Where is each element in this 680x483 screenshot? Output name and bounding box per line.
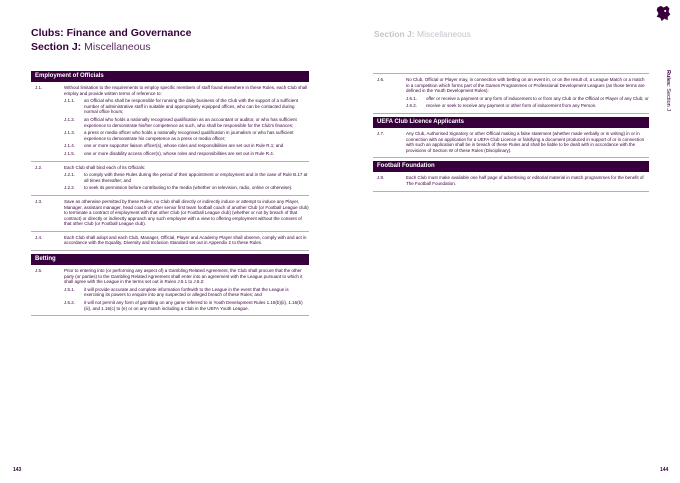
section-header-employment: Employment of Officials bbox=[31, 71, 309, 82]
rule-j3 bbox=[31, 196, 309, 232]
subrule-number: J.1.1. bbox=[64, 98, 76, 104]
rule-body bbox=[386, 77, 649, 109]
subrule-j1-1 bbox=[64, 98, 309, 115]
subrule-number: J.1.4. bbox=[64, 143, 76, 149]
subrule-text: an Official who shall be responsible for running the daily business of the Club with the support of a sufficient number of administrative staff in suitable and appropriately equipped offices, who can be contacted during normal office hours; bbox=[84, 98, 298, 115]
section-header-uefa: UEFA Club Licence Applicants bbox=[373, 117, 649, 128]
subrule-text: an Official who holds a nationally recognised qualification as an accountant or auditor, or who has sufficient experience to demonstrate his/her competence as such, who shall be responsible for the Club's finances; bbox=[84, 116, 297, 128]
subrule-number: J.6.1. bbox=[406, 95, 418, 101]
subrule-text: offer or receive a payment or any form of inducement to or from any Club or the Official or Player of any Club; or bbox=[426, 95, 649, 101]
subrule-number: J.5.1. bbox=[64, 286, 76, 292]
subrule-j2-2 bbox=[64, 185, 309, 191]
sidebar-text-light: Section J bbox=[665, 88, 671, 111]
rule-text: Each Club must make available one half page of advertising or editorial material in match programmes for the benefit of The Football Foundation. bbox=[406, 175, 644, 186]
page-number: 143 bbox=[13, 467, 22, 473]
rule-number: J.3. bbox=[35, 198, 43, 204]
subrule-text: to comply with these Rules during the period of their appointment or employment and in the case of Rule B.17 at all times thereafter; and bbox=[84, 172, 308, 183]
ghost-section-name: Miscellaneous bbox=[417, 29, 471, 39]
rule-number: J.5. bbox=[35, 268, 43, 274]
rule-body bbox=[386, 175, 649, 186]
rule-j1 bbox=[31, 82, 309, 162]
page-title: Clubs: Finance and Governance bbox=[31, 27, 192, 39]
rule-body bbox=[44, 85, 309, 157]
rule-number: J.1. bbox=[35, 85, 43, 90]
sidebar-text-bold: Rules: bbox=[665, 70, 671, 87]
rule-number: J.4. bbox=[35, 234, 43, 240]
rule-body bbox=[386, 131, 649, 153]
subrule-text: to seek its permission before contributing to the media (whether on television, radio, online or otherwise). bbox=[84, 185, 293, 191]
subrule-text: it will not permit any form of gambling on any game referred to in Youth Development Rules 1.16(b)(ii), 1.16(b)(iii), and 1.16(c) to (e) or on any match including a Club in the UEFA Youth League. bbox=[84, 300, 303, 311]
section-label: Section J: bbox=[31, 41, 82, 53]
rule-body bbox=[44, 235, 309, 246]
rule-j8 bbox=[373, 172, 649, 191]
subrule-j1-4 bbox=[64, 143, 309, 149]
subrule-text: it will provide accurate and complete information forthwith to the League in the event that the League is exercising its powers to enquire into any suspected or alleged breach of these Rules; and bbox=[84, 286, 289, 298]
sidebar-label bbox=[665, 70, 675, 160]
rule-number: J.2. bbox=[35, 164, 43, 170]
section-header-foundation: Football Foundation bbox=[373, 161, 649, 172]
rule-text: Save as otherwise permitted by these Rules, no Club shall directly or indirectly induce or attempt to induce any Player, Manager, assistant manager, head coach or other senior first team football coach of another Club (or Football League club) to terminate a contract of employment with that other Club (or Football League club) (whether or not by breach of that contract) or directly or indirectly approach any such employee with a view to offering employment without the consent of that other Club (or Football League club). bbox=[64, 198, 309, 227]
rule-j5 bbox=[31, 265, 309, 316]
ghost-section-label: Section J: bbox=[374, 29, 415, 39]
subrule-j2-1 bbox=[64, 172, 309, 183]
rule-j2 bbox=[31, 162, 309, 196]
subrule-number: J.1.2. bbox=[64, 116, 76, 122]
subrule-text: one or more disability access officer(s), whose roles and responsibilities are set out in Rule R.4. bbox=[84, 150, 275, 156]
rule-body bbox=[44, 199, 309, 227]
rule-text: Each Club shall adopt and each Club, Manager, Official, Player and Academy Player shall observe, comply with and act in accordance with the Equality, Diversity and Inclusion Standard set out in Appendix 2 to these Rules. bbox=[64, 234, 307, 246]
subrule-number: J.2.2. bbox=[64, 185, 76, 191]
subrule-text: one or more supporter liaison officer(s), whose roles and responsibilities are set out in Rule R.1; and bbox=[84, 143, 284, 149]
subrule-text: receive or seek to receive any payment or other form of inducement from any Person. bbox=[426, 103, 597, 109]
right-page bbox=[340, 0, 680, 483]
section-header-betting: Betting bbox=[31, 254, 309, 265]
subrule-j1-3 bbox=[64, 130, 309, 141]
rule-j7 bbox=[373, 128, 649, 158]
subrule-text: a press or media officer who holds a nationally recognised qualification in journalism or who has sufficient experience to demonstrate his competence as a press or media officer; bbox=[84, 130, 294, 141]
subrule-number: J.1.3. bbox=[64, 130, 76, 136]
subrule-number: J.2.1. bbox=[64, 172, 76, 178]
left-content bbox=[31, 71, 309, 316]
subrule-number: J.1.5. bbox=[64, 150, 76, 156]
section-name: Miscellaneous bbox=[84, 41, 151, 53]
subrule-j1-5 bbox=[64, 151, 309, 157]
sidebar-text bbox=[665, 70, 671, 111]
subrule-j1-2 bbox=[64, 117, 309, 128]
rule-body bbox=[44, 165, 309, 191]
rule-number: J.8. bbox=[377, 175, 385, 181]
right-content bbox=[373, 73, 649, 192]
subrule-j5-2 bbox=[64, 300, 309, 311]
rule-number: J.6. bbox=[377, 77, 385, 82]
page-number: 144 bbox=[660, 467, 669, 473]
rule-text: Without limitation to the requirements to employ specific members of staff found elsewhere in these Rules, each Club shall employ and provide written terms of reference to: bbox=[64, 85, 308, 96]
rule-text: Any Club, Authorised Signatory or other Official making a false statement (whether made verbally or in writing) in or in connection with an application for a UEFA Club Licence or falsifying a document produced in support of or in connection with such an application shall be in breach of these Rules and shall be liable to be dealt with in accordance with the provisions of Section W of these Rules (Disciplinary). bbox=[406, 130, 645, 153]
ghost-section-title bbox=[374, 29, 471, 39]
subrule-j6-1 bbox=[406, 96, 649, 102]
rule-number: J.7. bbox=[377, 130, 385, 136]
rule-text: Prior to entering into (or performing any aspect of) a Gambling Related Agreement, the Club shall procure that the other party (or parties) to the Gambling Related Agreement shall enter into an agreement with the League pursuant to which it shall agree with the League in the terms set out in Rules J.5.1 to J.5.2: bbox=[64, 268, 303, 285]
rule-text: Each Club shall bind each of its Officials: bbox=[64, 164, 146, 170]
rule-text: No Club, Official or Player may, in connection with betting on an event in, or on the result of, a League Match or a match in a competition which forms part of the Games Programmes or Professional Development Leagues (as those terms are defined in the Youth Development Rules): bbox=[406, 77, 645, 94]
subrule-j5-1 bbox=[64, 287, 309, 298]
rule-j6 bbox=[373, 74, 649, 114]
subrule-j6-2 bbox=[406, 103, 649, 109]
subrule-number: J.5.2. bbox=[64, 300, 76, 306]
rule-j4 bbox=[31, 232, 309, 251]
section-title bbox=[31, 41, 151, 54]
premier-league-lion-icon bbox=[655, 5, 672, 22]
subrule-number: J.6.2. bbox=[406, 103, 418, 109]
rule-body bbox=[44, 268, 309, 311]
